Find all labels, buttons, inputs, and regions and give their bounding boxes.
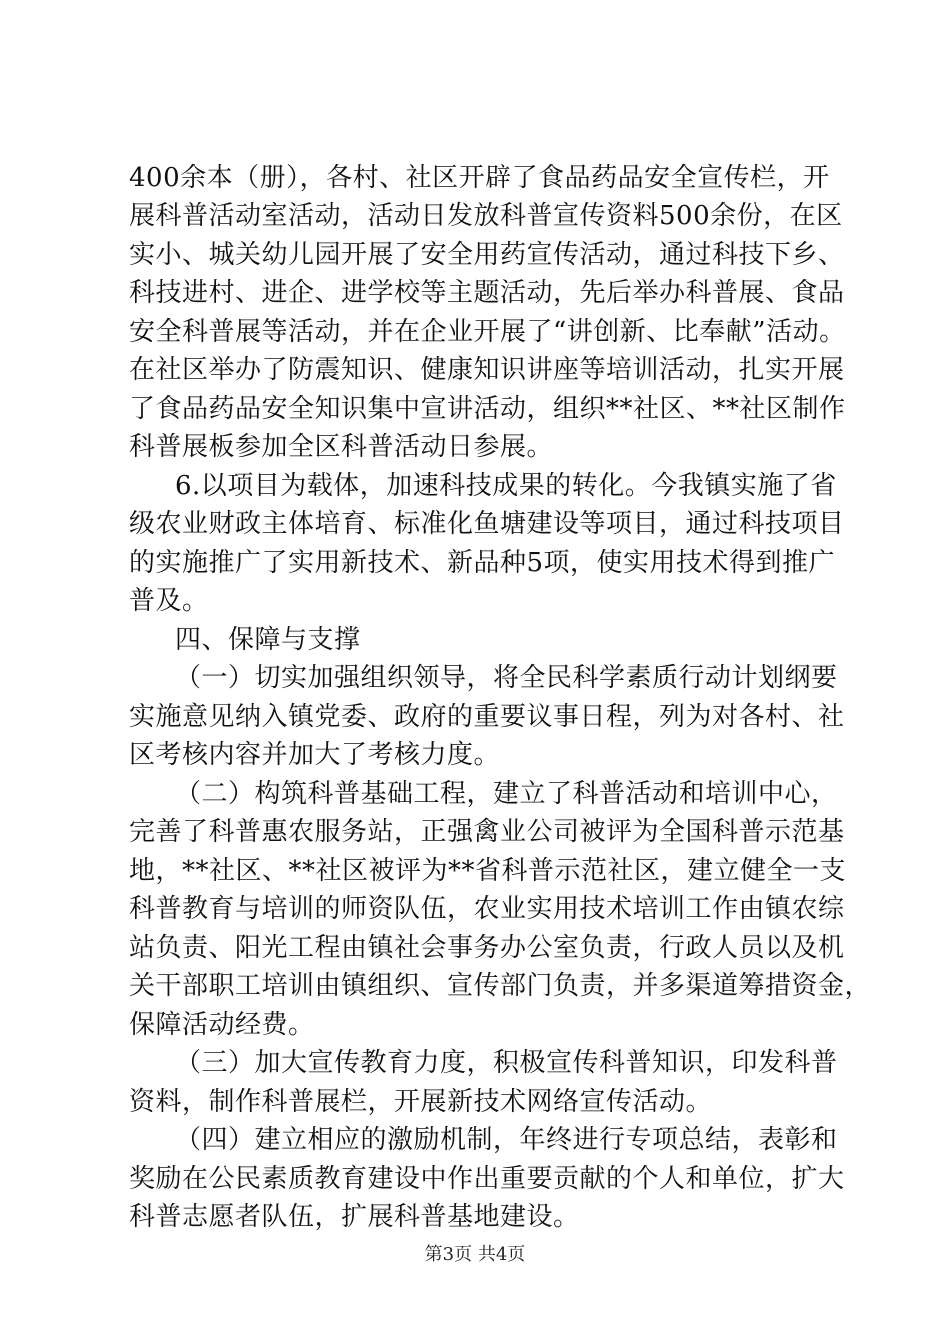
text-line: 实小、城关幼儿园开展了安全用药宣传活动，通过科技下乡、 <box>129 240 845 270</box>
text-line: 展科普活动室活动，活动日发放科普宣传资料500余份，在区 <box>129 201 843 231</box>
text-line: 了食品药品安全知识集中宣讲活动，组织**社区、**社区制作 <box>129 394 846 424</box>
text-line: 的实施推广了实用新技术、新品种5项，使实用技术得到推广 <box>129 548 836 578</box>
page-footer: 第3页 共4页 <box>424 1244 526 1265</box>
text-line: 普及。 <box>129 586 209 616</box>
text-line: 科普教育与培训的师资队伍，农业实用技术培训工作由镇农综 <box>129 894 845 924</box>
text-line: 保障活动经费。 <box>129 1010 315 1040</box>
text-line: 资料，制作科普展栏，开展新技术网络宣传活动。 <box>129 1087 713 1117</box>
text-line: 关干部职工培训由镇组织、宣传部门负责，并多渠道筹措资金， <box>129 971 872 1001</box>
text-line: 安全科普展等活动，并在企业开展了“讲创新、比奉献”活动。 <box>129 317 846 347</box>
paragraph-first-line: （二）构筑科普基础工程，建立了科普活动和培训中心， <box>175 779 838 809</box>
paragraph-first-line: （一）切实加强组织领导，将全民科学素质行动计划纲要 <box>175 663 838 693</box>
text-line: 400余本（册），各村、社区开辟了食品药品安全宣传栏，开 <box>129 163 830 193</box>
text-line: 站负责、阳光工程由镇社会事务办公室负责，行政人员以及机 <box>129 933 845 963</box>
text-line: 完善了科普惠农服务站，正强禽业公司被评为全国科普示范基 <box>129 817 845 847</box>
text-line: 奖励在公民素质教育建设中作出重要贡献的个人和单位，扩大 <box>129 1164 845 1194</box>
text-line: 在社区举办了防震知识、健康知识讲座等培训活动，扎实开展 <box>129 355 845 385</box>
section-heading: 四、保障与支撑 <box>175 625 361 655</box>
text-line: 科技进村、进企、进学校等主题活动，先后举办科普展、食品 <box>129 278 845 308</box>
text-line: 科普展板参加全区科普活动日参展。 <box>129 432 554 462</box>
text-line: 地，**社区、**社区被评为**省科普示范社区，建立健全一支 <box>129 856 847 886</box>
text-line: 区考核内容并加大了考核力度。 <box>129 740 501 770</box>
paragraph-first-line: 6.以项目为载体，加速科技成果的转化。今我镇实施了省 <box>175 471 837 501</box>
paragraph-first-line: （三）加大宣传教育力度，积极宣传科普知识，印发科普 <box>175 1048 838 1078</box>
paragraph-first-line: （四）建立相应的激励机制，年终进行专项总结，表彰和 <box>175 1125 838 1155</box>
text-line: 实施意见纳入镇党委、政府的重要议事日程，列为对各村、社 <box>129 702 845 732</box>
text-line: 级农业财政主体培育、标准化鱼塘建设等项目，通过科技项目 <box>129 509 845 539</box>
text-line: 科普志愿者队伍，扩展科普基地建设。 <box>129 1202 580 1232</box>
